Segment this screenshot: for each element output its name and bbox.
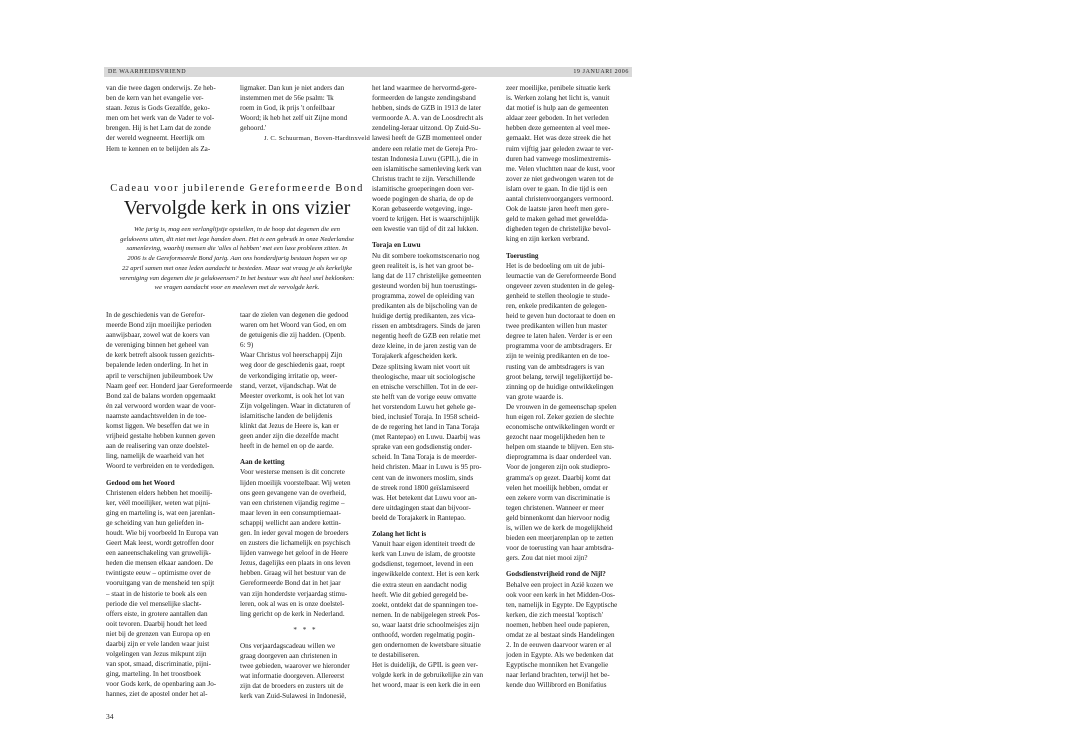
column-1-top-text — [106, 83, 236, 154]
text-line: duren had vanwege moslimextremis- — [506, 154, 611, 163]
text-line: aanwijsbaar, zowel wat de koers van — [106, 331, 210, 340]
text-line: Egyptische monniken het Evangelie — [506, 661, 609, 670]
text-line: twee predikanten willen hun master — [506, 322, 608, 331]
text-line: Koran gebaseerde wetgeving, inge- — [372, 205, 473, 214]
text-line: daarbij zijn er vele landen waar juist — [106, 640, 210, 648]
text-line: theologische, maar uit sociologische — [372, 372, 476, 381]
text-line: scheid. In Tana Toraja is de meerder- — [372, 453, 477, 462]
text-line: brengen. Hij is het Lam dat de zonde — [106, 124, 211, 133]
column-1-top — [106, 83, 236, 154]
text-line: en etnische verschillen. Tot in de eer- — [372, 382, 478, 391]
text-line: Zijn volgelingen. Waar in dictaturen of — [240, 401, 351, 410]
subheading-toerusting: Toerusting — [506, 251, 539, 260]
text-line: ligmaker. Dan kun je niet anders dan — [240, 84, 345, 92]
text-line: huidige dertig predikanten, zes vica- — [372, 312, 476, 321]
text-line: een zekere vorm van discriminatie is — [506, 493, 611, 502]
text-line: lawesi heeft de GZB momenteel onder — [372, 134, 482, 143]
text-line: periode die vel menselijke slacht- — [106, 599, 202, 608]
column-3-paragraph — [372, 83, 502, 234]
text-line: graag doorgeven aan christenen in — [240, 652, 338, 660]
text-line: en zusters die lichamelijk en psychisch — [240, 539, 351, 548]
text-line: niet bij de grenzen van Europa op en — [106, 629, 211, 638]
text-line: geen ander zijn die dezelfde macht — [240, 432, 339, 441]
text-line: leumactie van de Gereformeerde Bond — [506, 271, 616, 280]
text-line: stand, verzet, vijandschap. Wat de — [240, 381, 337, 390]
text-line: woede pogingen de sharia, de op de — [372, 195, 474, 204]
text-line: te destabiliseren. — [372, 651, 420, 660]
text-line: de de regering het land in Tana Toraja — [372, 423, 480, 432]
text-line: gezocht naar mogelijkheden hen te — [506, 433, 605, 442]
text-line: islam over te gaan. In die tijd is een — [506, 184, 608, 193]
text-line: rusting van de ambtsdragers is van — [506, 362, 605, 371]
text-line: van zijn honderdste verjaardag stimu- — [240, 589, 348, 598]
text-line: kerk van Luwu de islam, de grootste — [372, 550, 476, 559]
column-2-paragraph-2 — [240, 467, 371, 618]
text-line: zijn dat de broeders en zusters uit de — [240, 682, 344, 691]
text-line: kerken, die zich meestal 'koptisch' — [506, 610, 603, 619]
text-line: velen het moeilijk hebben, omdat er — [506, 483, 609, 492]
text-line: gesteund worden bij hun toerustings- — [372, 281, 478, 290]
text-line: vermoorde A. A. van de Loosdrecht als — [372, 114, 484, 123]
text-line: ongeveer zeven studenten in de geleg- — [506, 281, 615, 290]
text-line: Het is de bedoeling om uit de jubi- — [506, 261, 605, 270]
text-line: Christus tracht te zijn. Verschillende — [372, 174, 475, 183]
text-line: me. Velen vluchtten naar de kust, voor — [506, 164, 616, 173]
text-line: – staat in de historie te boek als een — [106, 589, 207, 598]
text-line: weg door de geschiedenis gaat, roept — [240, 361, 345, 370]
text-line: een kwestie van tijd of dit zal lukken. — [372, 225, 479, 234]
text-line: predikanten als de bijscholing van de — [372, 301, 478, 310]
text-line: Bond zal de balans worden opgemaakt — [106, 391, 216, 400]
running-header — [104, 67, 632, 77]
text-line: heid te geven hun doctoraat te doen en — [506, 312, 616, 321]
text-line: april te verschijnen jubileumboek Uw — [106, 371, 214, 380]
text-line: cent van de inwoners moslim, sinds — [372, 473, 474, 482]
text-line: taar de zielen van degenen die gedood — [240, 311, 349, 319]
article-headline: Vervolgde kerk in ons vizier — [123, 197, 351, 219]
column-3-paragraph-2 — [372, 251, 502, 524]
column-1-body — [106, 310, 237, 712]
column-4 — [506, 83, 636, 713]
text-line: is. Werken zolang het licht is, vanuit — [506, 94, 610, 103]
text-line: geld te maken gehad met geweldda- — [506, 215, 609, 224]
text-line: Wie jarig is, mag een verlanglijstje opstellen, in de hoop dat degenen die een — [134, 226, 340, 233]
text-line: gehoord.' — [240, 124, 267, 133]
text-line: testan Indonesia Luwu (GPIL), die in — [372, 154, 478, 163]
article-intro — [104, 225, 370, 293]
text-line: gers. Zou dat niet mooi zijn? — [506, 554, 588, 563]
text-line: tegen christenen. Wanneer er meer — [506, 503, 604, 512]
text-line: Christenen elders hebben het moeilij- — [106, 488, 213, 497]
column-2-paragraph — [240, 310, 371, 451]
text-line: klinkt dat Jezus de Heere is, kan er — [240, 422, 339, 431]
text-line: Naam geef eer. Honderd jaar Gereformeerde — [106, 381, 233, 390]
text-line: ben de kern van het evangelie ver- — [106, 94, 204, 103]
page-number: 34 — [106, 712, 114, 721]
column-2-paragraph-3 — [240, 641, 371, 702]
text-line: lijden moeilijk voorstelbaar. Wij weten — [240, 478, 351, 487]
text-line: aantal christenvoorgangers vermoord. — [506, 195, 614, 204]
text-line: leren, ook al was en is onze doelstel- — [240, 599, 345, 608]
column-1-paragraph — [106, 310, 237, 472]
text-line: hun eigen rol. Zeker gezien de slechte — [506, 413, 614, 421]
text-line: lang dat de 117 christelijke gemeenten — [372, 271, 482, 280]
text-line: naamste aandachtsvelden in de toe- — [106, 411, 207, 420]
text-line: 2. In de eeuwen daarvoor waren er al — [506, 641, 612, 650]
text-line: schappij wellicht aan andere kettin- — [240, 518, 341, 527]
text-line: gelukwens uiten, dit niet met lege handen doen. Het is een gebruik in onze Nederlandse — [120, 235, 354, 243]
text-line: De vrouwen in de gemeenschap spelen — [506, 402, 617, 411]
text-line: zendeling-leraar uitzond. Op Zuid-Su- — [372, 124, 481, 133]
text-line: hebben deze gemeenten al veel mee- — [506, 124, 611, 133]
text-line: ling, namelijk de waarheid van het — [106, 452, 205, 461]
text-line: geen realiteit is, is het van groot be- — [372, 261, 474, 270]
text-line: bepalende leden onderling. In het in — [106, 361, 209, 370]
text-line: ging, marteling. In het troostboek — [106, 670, 201, 679]
text-line: van grote waarde is. — [506, 392, 564, 401]
text-line: Torajakerk afgescheiden kerk. — [372, 352, 458, 361]
text-line: Woord; ik heb het zelf uit Zijne mond — [240, 114, 348, 123]
text-line: gen. In ieder geval mogen de broeders — [240, 528, 349, 537]
text-line: digheden tegen de christelijke bevol- — [506, 225, 611, 234]
text-line: voor Gods kerk, de openbaring aan Jo- — [106, 680, 217, 689]
text-line: andere een relatie met de Gereja Pro- — [372, 144, 478, 153]
text-line: deze kleine, in de jaren zestig van de — [372, 342, 477, 351]
letter-signature: J. C. Schuurman, Boven-Hardinxveld — [263, 135, 370, 143]
text-line: Ook de laatste jaren heeft men gere- — [506, 205, 609, 214]
article-kicker: Cadeau voor jubilerende Gereformeerde Bond — [110, 183, 364, 194]
text-line: zeer moeilijke, penibele situatie kerk — [506, 84, 611, 92]
text-line: offers eiste, in grotere aantallen dan — [106, 609, 208, 618]
text-line: wat informatie doorgeven. Allereerst — [240, 672, 345, 681]
text-line: 6: 9) — [240, 341, 254, 350]
text-line: zoekt, ontdekt dat de spanningen toe- — [372, 600, 478, 609]
text-line: zinning op de huidige ontwikkelingen — [506, 382, 614, 391]
text-line: houdt. Wie bij voorbeeld In Europa van — [106, 528, 219, 537]
text-line: van spot, smaad, discriminatie, pijni- — [106, 660, 212, 669]
text-line: vrijheid gestalte hebben kunnen geven — [106, 432, 216, 441]
text-line: (met Rantepao) en Luwu. Daarbij was — [372, 433, 481, 442]
text-line: Gereformeerde Bond dat in het jaar — [240, 579, 341, 588]
text-line: volgelingen van Jezus mikpunt zijn — [106, 650, 207, 659]
text-line: Jezus, dagelijks een plaats in ons leven — [240, 559, 351, 568]
text-line: ging en marteling is, wat een jarenlan- — [106, 508, 215, 517]
text-line: Voor westerse mensen is dit concrete — [240, 468, 345, 477]
section-break: * * * — [293, 625, 318, 634]
text-line: dat motief is hulp aan de gemeenten — [506, 104, 609, 113]
text-line: sprake van een godsdienstig onder- — [372, 443, 472, 452]
text-line: het woord, maar is een kerk die in een — [372, 681, 481, 690]
text-line: we vragen aandacht voor en meeleven met de vervolgde kerk. — [154, 284, 320, 292]
text-line: van die twee dagen onderwijs. Ze heb- — [106, 84, 216, 92]
text-line: was. Het betekent dat Luwu voor an- — [372, 493, 477, 502]
subheading-nijl: Godsdienstvrijheid rond de Nijl? — [506, 570, 606, 579]
text-line: hebben. Graag wil het bestuur van de — [240, 569, 346, 578]
text-line: staan. Jezus is Gods Gezalfde, geko- — [106, 104, 210, 113]
text-line: ruim vijftig jaar geleden zwaar te ver- — [506, 144, 614, 153]
text-line: ten, namelijk in Egypte. De Egyptische — [506, 600, 618, 609]
text-line: hebben, sinds de GZB in 1913 de later — [372, 104, 482, 113]
subheading-toraja: Toraja en Luwu — [372, 241, 421, 250]
text-line: instemmen met de 56e psalm: 'Ik — [240, 94, 334, 103]
text-line: naar Ierland brachten, terwijl het be- — [506, 671, 610, 680]
column-3 — [372, 83, 502, 713]
text-line: formeerden de langste zendingsband — [372, 94, 476, 103]
text-line: kerk van Zuid-Sulawesi in Indonesië, — [240, 692, 347, 701]
text-line: volgde kerk in de gebruikelijke zin van — [372, 671, 484, 680]
text-line: degree te laten halen. Verder is er een — [506, 332, 613, 341]
text-line: programma, zowel de opleiding van — [372, 291, 475, 300]
text-line: Voor de jongeren zijn ook studiepro- — [506, 463, 611, 472]
column-2-body — [240, 310, 371, 712]
text-line: bieden een meerjarenplan op te zetten — [506, 534, 614, 543]
text-line: godsdienst, tegemoet, levend in een — [372, 560, 474, 569]
text-line: de verkondiging irritatie op, weer- — [240, 371, 338, 380]
text-line: het land waarmee de hervormd-gere- — [372, 84, 477, 92]
text-line: maar leven in een consumptiemaat- — [240, 508, 341, 517]
text-line: der wereld wegneemt. Heerlijk om — [106, 134, 205, 143]
text-line: van een christenen vijandig regime – — [240, 498, 345, 507]
text-line: ons geen gevangene van de overheid, — [240, 488, 346, 497]
text-line: Vanuit haar eigen identiteit treedt de — [372, 540, 476, 549]
text-line: Hem te kennen en te belijden als Za- — [106, 144, 211, 153]
text-line: ling gericht op de kerk in Nederland. — [240, 609, 345, 618]
text-line: islamitische landen de belijdenis — [240, 411, 333, 420]
text-line: geld binnenkomt dan hiervoor nodig — [506, 513, 610, 522]
text-line: helpen om staande te blijven. Een stu- — [506, 443, 615, 452]
subheading-ketting: Aan de ketting — [240, 458, 285, 467]
text-line: joden in Egypte. Als we bedenken dat — [506, 651, 614, 660]
column-4-paragraph-2 — [506, 261, 636, 564]
issue-date: 19 JANUARI 2006 — [573, 69, 629, 75]
text-line: lijden vanwege het geloof in de Heere — [240, 549, 348, 558]
text-line: een aaneenschakeling van gruwelijk- — [106, 549, 211, 558]
text-line: negentig heeft de GZB een relatie met — [372, 332, 481, 341]
text-line: Woord te verbreiden en te verdedigen. — [106, 462, 215, 471]
text-line: ingewikkelde context. Het is een kerk — [372, 570, 480, 579]
publication-name: DE WAARHEIDSVRIEND — [108, 69, 187, 75]
text-line: gemaakt. Het was deze streek die het — [506, 134, 611, 143]
text-line: groot belang, terwijl tegelijkertijd be- — [506, 372, 613, 381]
text-line: rissen en ambtsdragers. Sinds de jaren — [372, 322, 481, 331]
text-line: ren, enkele predikanten de gelegen- — [506, 301, 608, 310]
text-line: nemen. In de nabijgelegen streek Pos- — [372, 610, 480, 619]
text-line: 22 april samen met onze leden aandacht te besteden. Maar wat vraag je als kerkelijke — [121, 264, 353, 272]
text-line: de kerk betreft alsook tussen gezichts- — [106, 351, 215, 360]
text-line: ge scheiding van hun geliefden in- — [106, 518, 204, 527]
text-line: genheid te stellen theologie te stude- — [506, 291, 610, 300]
text-line: heeft in de hemel en op de aarde. — [240, 442, 334, 451]
text-line: heden die mensen elkaar aandoen. De — [106, 559, 214, 568]
column-4-paragraph — [506, 83, 636, 245]
text-line: aan de realisering van onze doelstel- — [106, 442, 210, 451]
text-line: Waar Christus vol heerschappij Zijn — [240, 351, 343, 360]
text-line: omdat ze al bestaat sinds Handelingen — [506, 630, 615, 639]
text-line: ste helft van de vorige eeuw omvatte — [372, 392, 477, 401]
text-line: 2006 is de Gereformeerde Bond jarig. Aan ons honderdjarig bestaan hopen we op — [127, 255, 347, 263]
text-line: Behalve een project in Azië kozen we — [506, 580, 614, 589]
text-line: so, waar laatst drie schoolmeisjes zijn — [372, 620, 480, 629]
text-line: samenleving, waarbij mensen die 'alles al hebben' met een luxe probleem zitten. In — [126, 245, 348, 253]
text-line: het vorstendom Luwu het gehele ge- — [372, 402, 476, 411]
subheading-gedood: Gedood om het Woord — [106, 478, 175, 487]
text-line: een islamitische samenleving kerk van — [372, 164, 482, 173]
text-line: ker, véél moeilijker, weten wat pijni- — [106, 498, 211, 507]
text-line: hannes, ziet de apostel onder het al- — [106, 690, 208, 699]
text-line: gramma's op gezet. Daarbij komt dat — [506, 473, 611, 482]
text-line: Deze splitsing kwam niet voort uit — [372, 362, 470, 371]
text-line: vereniging van degenen die je gelukwensen? In het bestuur was dit heel snel beklonken: — [119, 274, 355, 282]
text-line: bied, inclusief Toraja. In 1958 scheid- — [372, 413, 480, 421]
text-line: ooit tevoren. Daarbij houdt het leed — [106, 619, 207, 628]
text-line: vooruitgang van de mensheid ten spijt — [106, 579, 215, 588]
text-line: voor de toerusting van haar ambtsdra- — [506, 544, 614, 553]
text-line: Geert Mak leest, wordt getroffen door — [106, 539, 214, 548]
text-line: de vereniging binnen het geheel van — [106, 341, 209, 350]
text-line: noemen, hebben heel oude papieren, — [506, 620, 610, 629]
column-2-top — [240, 83, 370, 145]
text-line: waren om het Woord van God, en om — [240, 321, 347, 330]
text-line: dere uitdagingen staat dan bijvoor- — [372, 503, 471, 512]
column-1-paragraph-2 — [106, 488, 237, 700]
text-line: ook voor een kerk in het Midden-Oos- — [506, 590, 616, 599]
text-line: Het is duidelijk, de GPIL is geen ver- — [372, 661, 478, 670]
text-line: onthoofd, worden regelmatig pogin- — [372, 630, 475, 639]
text-line: zover ze niet gedwongen waren tot de — [506, 174, 614, 183]
column-3-paragraph-3 — [372, 539, 502, 690]
text-line: heid christen. Maar in Luwu is 95 pro- — [372, 463, 482, 472]
text-line: meerde Bond zijn moeilijke perioden — [106, 321, 212, 330]
text-line: die extra steun en aandacht nodig — [372, 580, 467, 589]
column-2-top-text — [240, 83, 370, 133]
text-line: twintigste eeuw – optimisme over de — [106, 569, 211, 578]
text-line: de streek rond 1800 geïslamiseerd — [372, 483, 469, 492]
text-line: is, willen we de kerk de mogelijkheid — [506, 524, 613, 533]
column-4-paragraph-3 — [506, 580, 636, 691]
text-line: voerd te krijgen. Het is waarschijnlijk — [372, 215, 480, 224]
text-line: Ons verjaardagscadeau willen we — [240, 641, 336, 650]
text-line: gen ondernomen de kwetsbare situatie — [372, 641, 481, 650]
text-line: Nu dit sombere toekomstscenario nog — [372, 251, 480, 260]
text-line: In de geschiedenis van de Gerefor- — [106, 311, 205, 319]
text-line: dieprogramma is daar onderdeel van. — [506, 453, 612, 462]
text-line: zijn te weinig predikanten en de toe- — [506, 352, 610, 361]
text-line: én zal verwoord worden waar de voor- — [106, 401, 216, 410]
text-line: Meester overkomt, is ook het lot van — [240, 391, 345, 400]
text-line: islamitische groeperingen doen ver- — [372, 184, 474, 193]
text-line: de getuigenis die zij hadden. (Openb. — [240, 331, 346, 340]
text-line: komst liggen. We beseffen dat we in — [106, 422, 209, 431]
text-line: programma voor de ambtsdragers. Er — [506, 342, 612, 351]
text-line: men om het werk van de Vader te vol- — [106, 114, 215, 123]
subheading-licht: Zolang het licht is — [372, 530, 427, 539]
text-line: economische ontwikkelingen wordt er — [506, 423, 615, 432]
text-line: twee gebieden, waarover we hieronder — [240, 662, 350, 671]
text-line: roem in God, ik prijs 't onfeilbaar — [240, 104, 335, 113]
text-line: kende duo Willibrord en Bonifatius — [506, 681, 607, 690]
text-line: aldaar zeer geboden. In het verleden — [506, 114, 609, 123]
text-line: king en zijn kerken verbrand. — [506, 235, 590, 244]
text-line: heeft. Wie dit gebied geregeld be- — [372, 590, 469, 599]
text-line: beeld de Torajakerk in Rantepao. — [372, 513, 466, 522]
